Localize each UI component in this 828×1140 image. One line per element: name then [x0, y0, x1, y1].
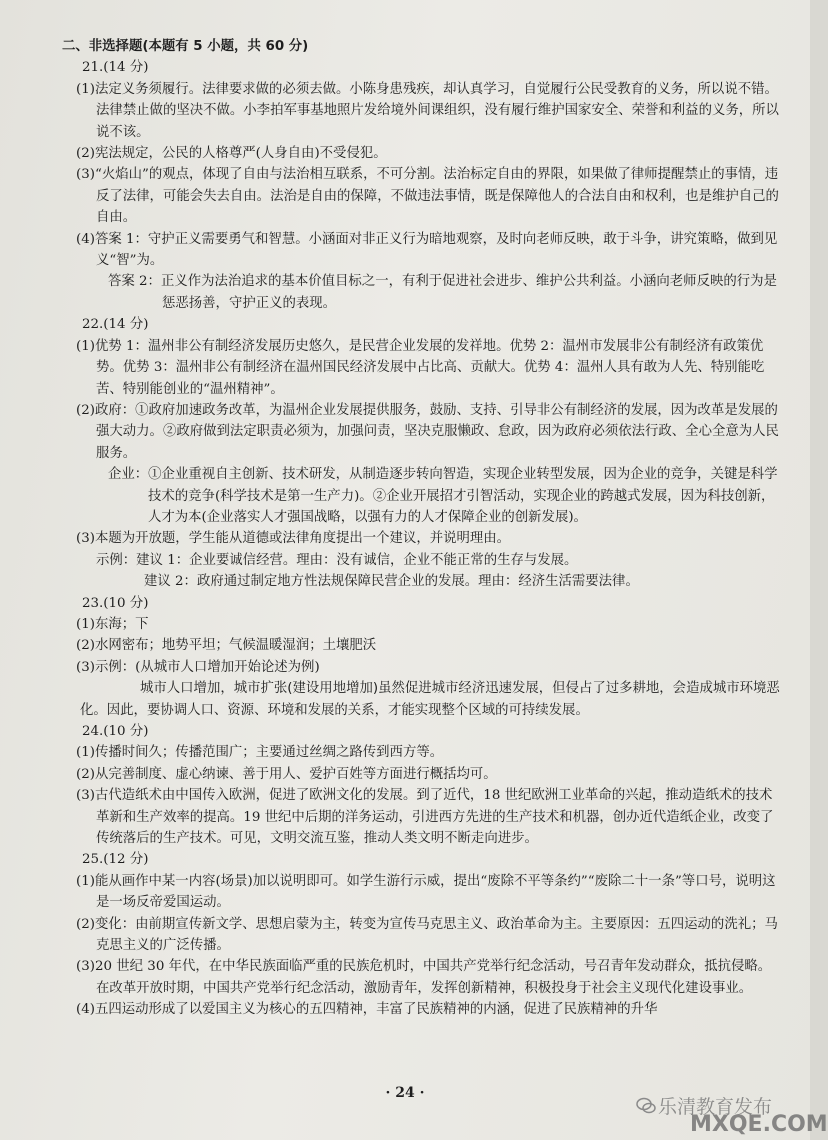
wechat-icon	[636, 1097, 656, 1115]
q21-answer-1: (1)法定义务须履行。法律要求做的必须去做。小陈身患残疾，却认真学习，自觉履行公民受教育的义务，所以说不错。法律禁止做的坚决不做。小李拍军事基地照片发给境外间课组织，没有履行维护国家安全、荣誉和利益的义务，所以说不该。	[76, 81, 779, 140]
q25-answer-3: (3)20 世纪 30 年代，在中华民族面临严重的民族危机时，中国共产党举行纪念活动，号召青年发动群众，抵抗侵略。在改革开放时期，中国共产党举行纪念活动，激励青年，发挥创新精神，积极投身于社会主义现代化建设事业。	[76, 959, 772, 996]
q21-answer-3: (3)“火焰山”的观点，体现了自由与法治相互联系，不可分割。法治标定自由的界限，如果做了律师提醒禁止的事情，违反了法律，可能会失去自由。法治是自由的保障，不做违法事情，既是保障他人的合法自由和权利，也是维护自己的自由。	[76, 167, 779, 226]
q25-answer-1: (1)能从画作中某一内容(场景)加以说明即可。如学生游行示威，提出“废除不平等条约”“废除二十一条”等口号，说明这是一场反帝爱国运动。	[76, 873, 776, 911]
question-24-header: 24.(10 分)	[82, 724, 149, 739]
watermark-site: MXQE.COM	[690, 1112, 828, 1137]
question-22-header: 22.(14 分)	[82, 317, 149, 333]
q22-example-2: 建议 2：政府通过制定地方性法规保障民营企业的发展。理由：经济生活需要法律。	[144, 574, 639, 590]
watermark-brand: 乐清教育发布	[658, 1096, 773, 1118]
question-21-header: 21.(14 分)	[82, 60, 149, 76]
q23-answer-2: (2)水网密布；地势平坦；气候温暖湿润；土壤肥沃	[76, 638, 377, 654]
q23-answer-3-body: 城市人口增加，城市扩张(建设用地增加)虽然促进城市经济迅速发展，但侵占了过多耕地，会造成城市环境恶化。因此，要协调人口、资源、环境和发展的关系，才能实现整个区域的可持续发展。	[80, 681, 780, 718]
question-25-header: 25.(12 分)	[82, 852, 149, 868]
question-23-header: 23.(10 分)	[82, 595, 149, 611]
q21-answer-4a: (4)答案 1：守护正义需要勇气和智慧。小涵面对非正义行为暗地观察，及时向老师反映，敢于斗争，讲究策略，做到见义“智”为。	[76, 231, 778, 269]
section-title: 二、非选择题(本题有 5 小题，共 60 分)	[62, 39, 309, 54]
q22-answer-2-gov: (2)政府：①政府加速政务改革，为温州企业发展提供服务，鼓励、支持、引导非公有制经济的发展，因为改革是发展的强大动力。②政府做到法定职责必须为，加强问责，坚决克服懒政、怠政，因为政府必须依法行政、全心全意为人民服务。	[76, 402, 779, 461]
q21-answer-2: (2)宪法规定，公民的人格尊严(人身自由)不受侵犯。	[76, 146, 387, 162]
q22-answer-2-ent: 企业：①企业重视自主创新、技术研发，从制造逐步转向智造，实现企业转型发展，因为企业的竞争，关键是科学技术的竞争(科学技术是第一生产力)。②企业开展招才引智活动，实现企业的跨越式发展，因为科技创新，人才为本(企业落实人才强国战略，以强有力的人才保障企业的创新发展)。	[108, 467, 778, 525]
q23-answer-1: (1)东海；下	[76, 616, 149, 632]
q24-answer-2: (2)从完善制度、虚心纳谏、善于用人、爱护百姓等方面进行概括均可。	[76, 766, 497, 782]
q24-answer-3: (3)古代造纸术由中国传入欧洲，促进了欧洲文化的发展。到了近代，18 世纪欧洲工业革命的兴起，推动造纸术的技术革新和生产效率的提高。19 世纪中后期的洋务运动，引进西方先进的生产技术和机器，创办近代造纸企业，改变了传统落后的生产技术。可见，文明交流互鉴，推动人类文明不断走向进步。	[76, 788, 774, 847]
page-number: · 24 ·	[385, 1085, 425, 1101]
q25-answer-4: (4)五四运动形成了以爱国主义为核心的五四精神，丰富了民族精神的内涵，促进了民族精神的升华	[76, 1002, 658, 1018]
q22-answer-1: (1)优势 1：温州非公有制经济发展历史悠久，是民营企业发展的发祥地。优势 2：温州市发展非公有制经济有政策优势。优势 3：温州非公有制经济在温州国民经济发展中占比高、贡献大。优势 4：温州人具有敢为人先、特别能吃苦、特别能创业的“温州精神”。	[76, 338, 765, 397]
q25-answer-2: (2)变化：由前期宣传新文学、思想启蒙为主，转变为宣传马克思主义、政治革命为主。主要原因：五四运动的洗礼；马克思主义的广泛传播。	[76, 916, 778, 954]
q22-example-1: 示例：建议 1：企业要诚信经营。理由：没有诚信，企业不能正常的生存与发展。	[96, 552, 578, 568]
q21-answer-4b: 答案 2：正义作为法治追求的基本价值目标之一，有利于促进社会进步、维护公共利益。小涵向老师反映的行为是惩恶扬善，守护正义的表现。	[108, 274, 777, 311]
q22-answer-3: (3)本题为开放题，学生能从道德或法律角度提出一个建议，并说明理由。	[76, 531, 511, 547]
answer-content	[62, 36, 780, 1021]
q23-answer-3: (3)示例：(从城市人口增加开始论述为例)	[76, 659, 320, 675]
q24-answer-1: (1)传播时间久；传播范围广；主要通过丝绸之路传到西方等。	[76, 745, 444, 761]
